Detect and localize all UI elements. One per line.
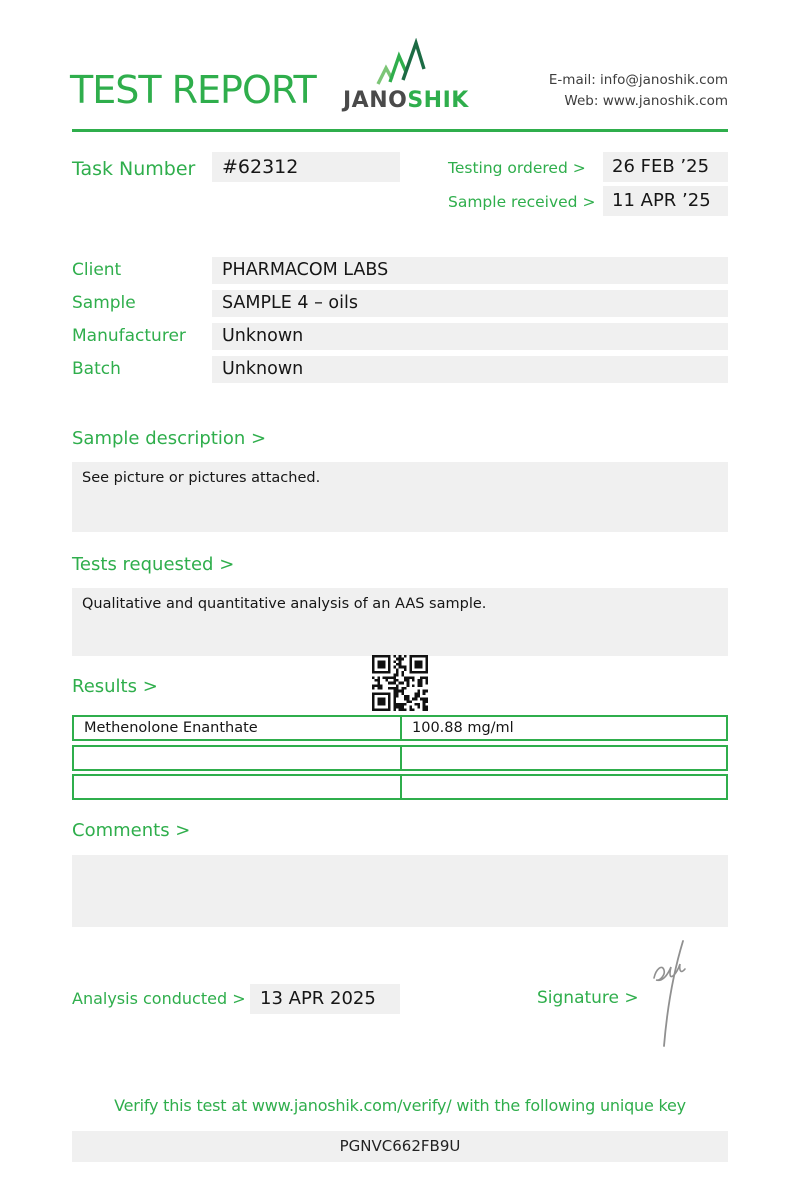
comments-header: Comments > xyxy=(72,820,191,841)
logo-wordmark-shik: SHIK xyxy=(407,88,469,113)
result-concentration xyxy=(402,747,726,769)
tests-requested-text: Qualitative and quantitative analysis of an AAS sample. xyxy=(72,588,728,656)
sample-label: Sample xyxy=(72,293,136,313)
table-row xyxy=(72,745,728,771)
task-number-value: #62312 xyxy=(212,152,400,182)
sample-description-header: Sample description > xyxy=(72,428,267,449)
analysis-conducted-value: 13 APR 2025 xyxy=(250,984,400,1014)
contact-web: Web: www.janoshik.com xyxy=(564,93,728,109)
task-number-label: Task Number xyxy=(72,158,196,180)
logo-wordmark xyxy=(343,88,467,113)
batch-label: Batch xyxy=(72,359,121,379)
client-label: Client xyxy=(72,260,122,280)
sample-description-text: See picture or pictures attached. xyxy=(72,462,728,532)
table-row xyxy=(72,774,728,800)
contact-email: E-mail: info@janoshik.com xyxy=(548,72,728,88)
testing-ordered-label: Testing ordered > xyxy=(448,159,586,177)
page-title: TEST REPORT xyxy=(70,68,316,112)
client-value: PHARMACOM LABS xyxy=(212,257,728,284)
signature-label: Signature > xyxy=(537,988,639,1008)
sample-received-label: Sample received > xyxy=(448,193,596,211)
result-concentration: 100.88 mg/ml xyxy=(412,720,514,736)
result-substance xyxy=(74,776,402,798)
logo-wordmark-jano: JANO xyxy=(343,88,408,113)
results-header: Results > xyxy=(72,676,158,697)
header-divider xyxy=(72,129,728,132)
tests-requested-header: Tests requested > xyxy=(72,554,235,575)
batch-value: Unknown xyxy=(212,356,728,383)
manufacturer-label: Manufacturer xyxy=(72,326,186,346)
company-logo xyxy=(343,38,467,113)
analysis-conducted-label: Analysis conducted > xyxy=(72,989,246,1008)
comments-text xyxy=(72,855,728,927)
result-substance: Methenolone Enanthate xyxy=(74,717,402,739)
unique-key-value: PGNVC662FB9U xyxy=(72,1131,728,1162)
signature-icon xyxy=(642,938,700,1050)
sample-received-value: 11 APR ’25 xyxy=(603,186,728,216)
verify-instruction: Verify this test at www.janoshik.com/verify/ with the following unique key xyxy=(114,1096,686,1115)
table-row xyxy=(72,715,728,741)
results-table xyxy=(72,715,728,800)
manufacturer-value: Unknown xyxy=(212,323,728,350)
contact-info xyxy=(549,70,728,112)
result-substance xyxy=(74,747,402,769)
sample-value: SAMPLE 4 – oils xyxy=(212,290,728,317)
result-concentration xyxy=(402,776,726,798)
qr-code-icon xyxy=(372,655,428,711)
testing-ordered-value: 26 FEB ’25 xyxy=(603,152,728,182)
growth-chart-icon xyxy=(373,38,437,86)
